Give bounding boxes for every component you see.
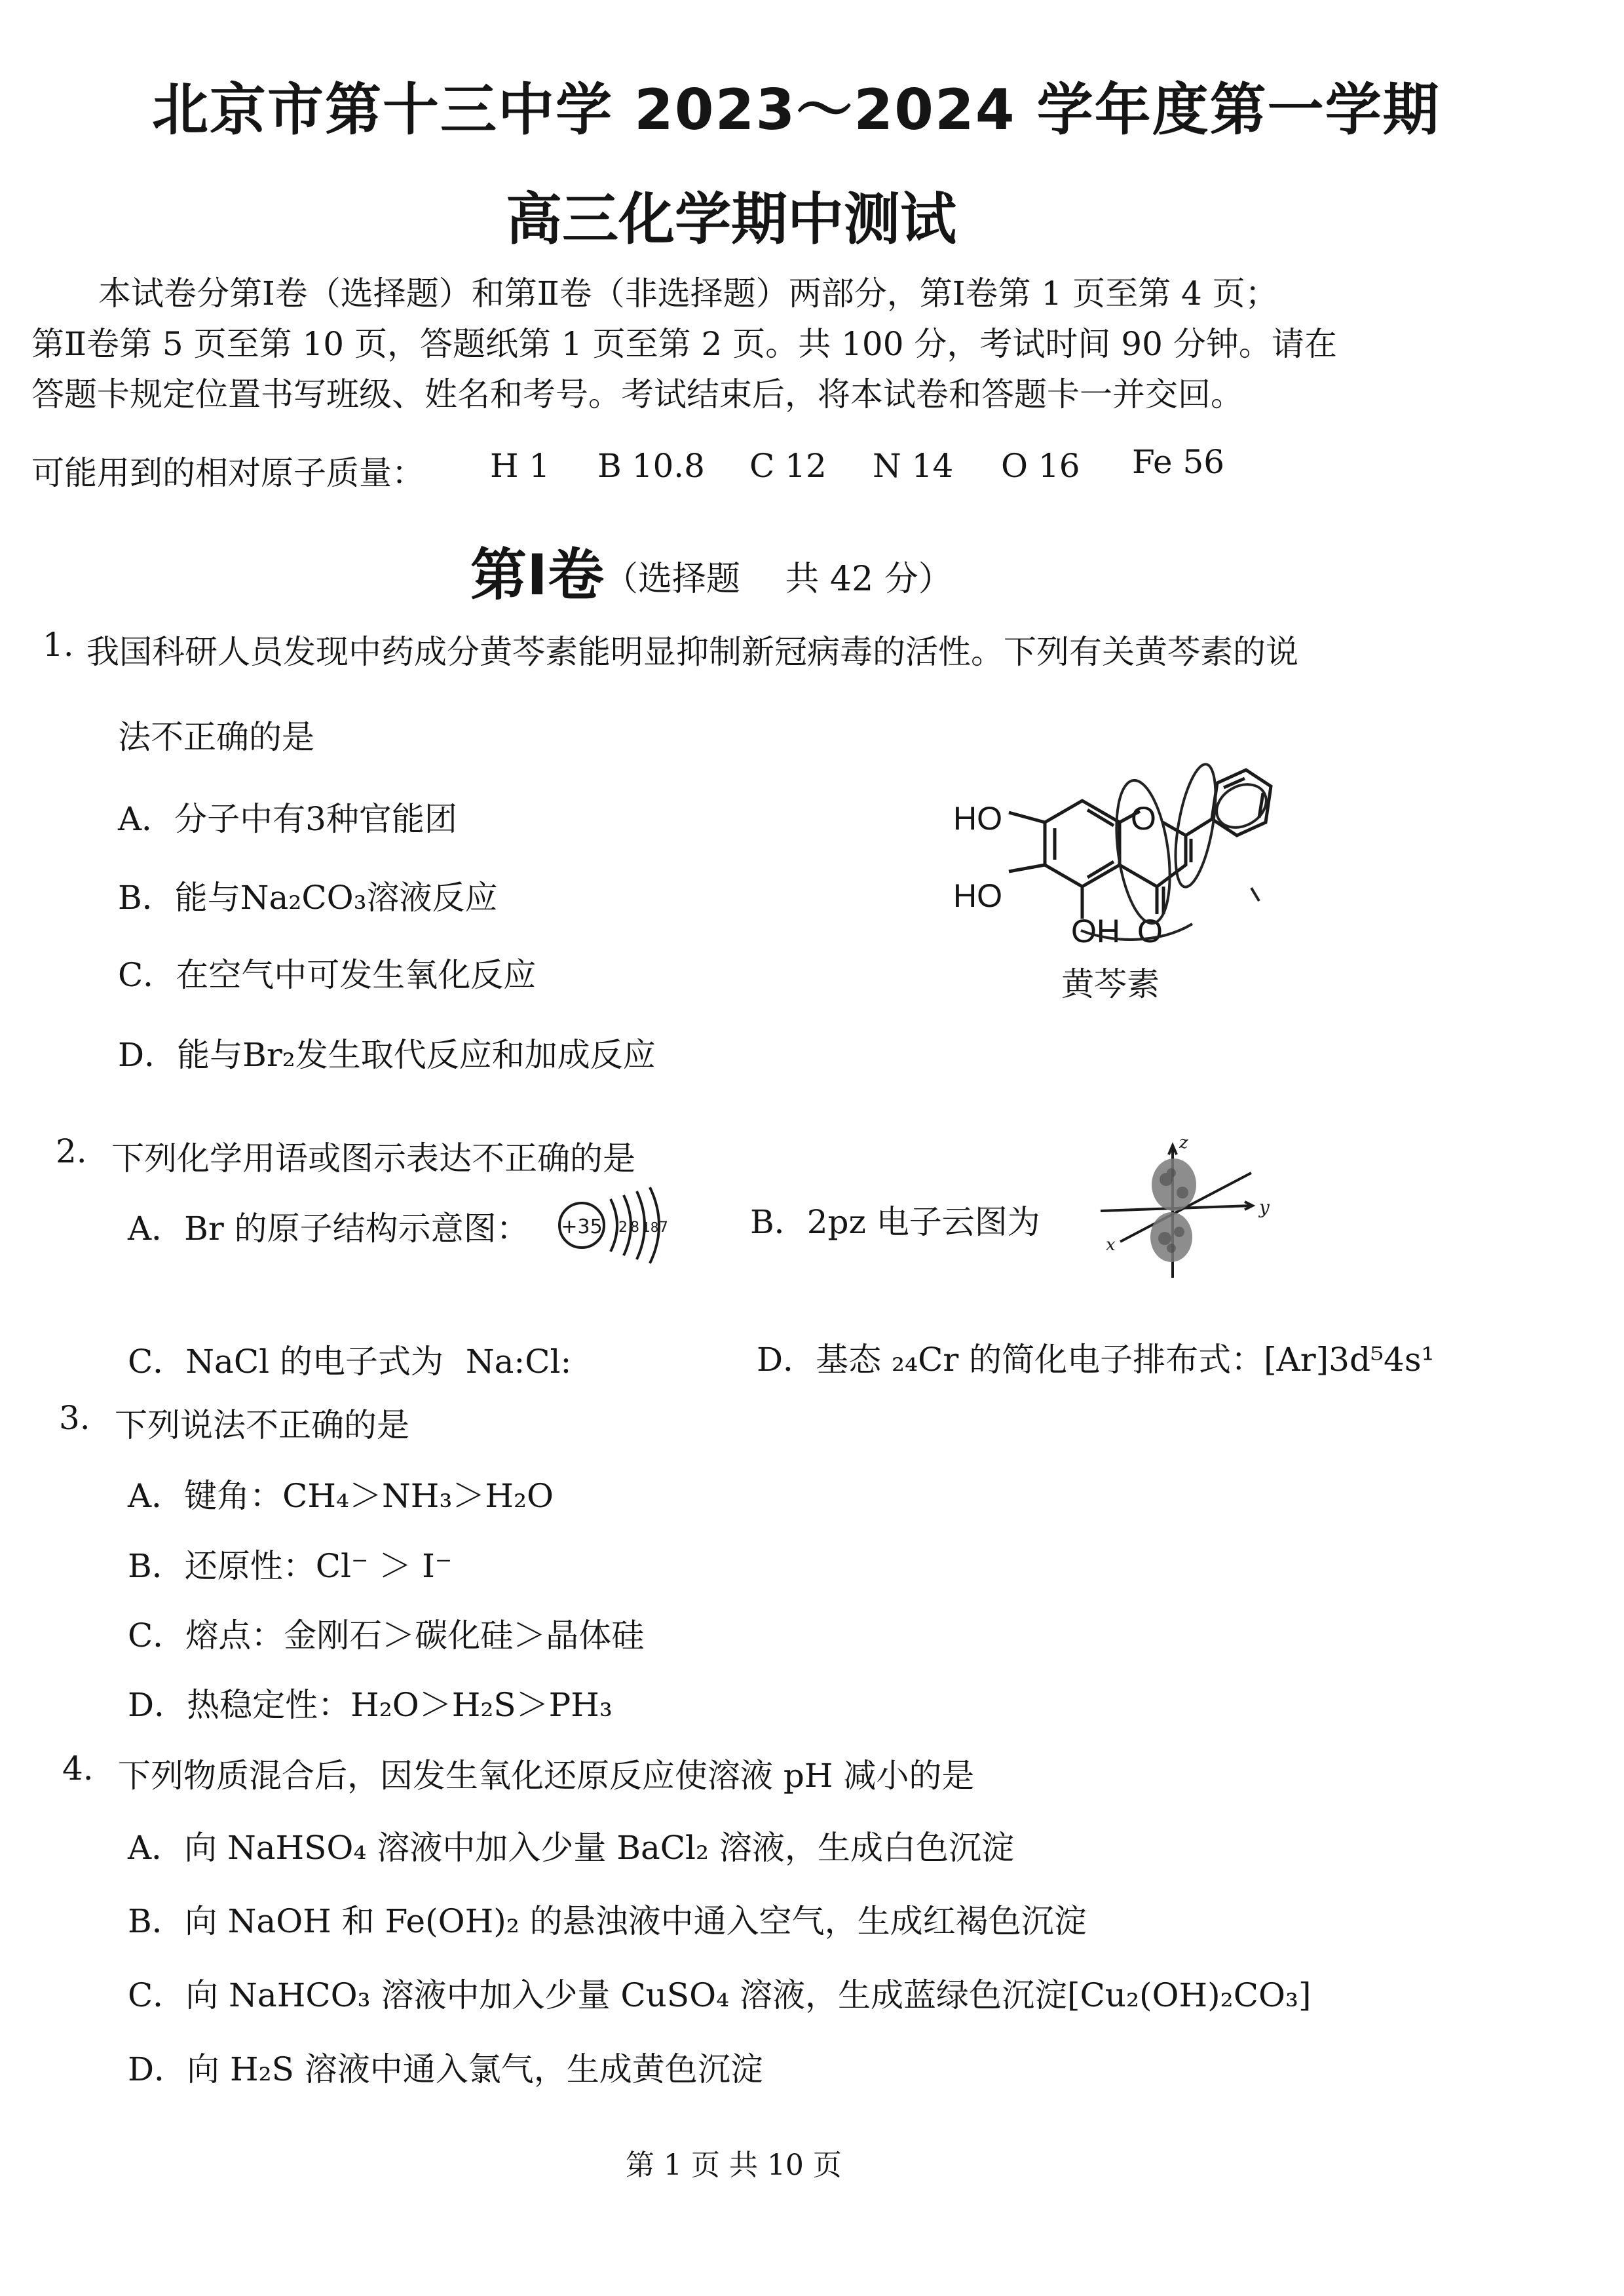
exam-title: 北京市第十三中学 2023～2024 学年度第一学期 (152, 77, 1441, 143)
baicalein-structure (943, 747, 1310, 983)
section-note: （选择题 共 42 分） (604, 560, 953, 599)
option-c: C．熔点：金刚石＞碳化硅＞晶体硅 (128, 1617, 645, 1655)
question-stem: 下列物质混合后，因发生氧化还原反应使溶液 pH 减小的是 (118, 1757, 975, 1795)
atomic-mass-item: Fe 56 (1132, 443, 1225, 481)
option-a: A．键角：CH₄＞NH₃＞H₂O (128, 1477, 554, 1515)
orbital-2pz-figure (1087, 1134, 1277, 1284)
option-a: A．Br 的原子结构示意图： (128, 1210, 529, 1248)
option-a: A．分子中有3种官能团 (118, 800, 457, 838)
atomic-mass-item: C 12 (749, 447, 827, 485)
question-stem-cont: 法不正确的是 (118, 718, 314, 756)
atom-shell-count: 7 (659, 1219, 668, 1236)
option-b: B．能与Na₂CO₃溶液反应 (118, 879, 498, 917)
molecule-label-oh: OH (1071, 913, 1120, 949)
option-c: C．在空气中可发生氧化反应 (118, 956, 537, 994)
atom-structure-diagram (550, 1186, 681, 1284)
option-b: B．还原性：Cl⁻ ＞ I⁻ (128, 1547, 453, 1585)
option-a: A．向 NaHSO₄ 溶液中加入少量 BaCl₂ 溶液，生成白色沉淀 (128, 1829, 1014, 1867)
molecule-label-keto-o: O (1137, 913, 1163, 949)
option-d: D．热稳定性：H₂O＞H₂S＞PH₃ (128, 1686, 613, 1724)
nacl-electron-formula: Na:Cl: (465, 1343, 572, 1381)
intro-line-1: 本试卷分第Ⅰ卷（选择题）和第Ⅱ卷（非选择题）两部分，第Ⅰ卷第 1 页至第 4 页； (98, 275, 1278, 313)
intro-line-2: 第Ⅱ卷第 5 页至第 10 页，答题纸第 1 页至第 2 页。共 100 分，考试时间 90 分钟。请在 (31, 325, 1337, 363)
atomic-mass-item: H 1 (490, 447, 550, 485)
atomic-mass-item: N 14 (873, 447, 954, 485)
atom-shell-count: 18 (642, 1219, 659, 1235)
section-title: 第Ⅰ卷 (470, 543, 604, 608)
question-number: 1. (43, 626, 74, 664)
molecule-label-ring-o: O (1131, 800, 1156, 837)
atom-nucleus-charge: +35 (561, 1215, 603, 1238)
question-stem: 下列化学用语或图示表达不正确的是 (111, 1139, 635, 1177)
intro-line-3: 答题卡规定位置书写班级、姓名和考号。考试结束后，将本试卷和答题卡一并交回。 (31, 375, 1243, 413)
atomic-mass-item: B 10.8 (597, 447, 705, 485)
option-b: B．向 NaOH 和 Fe(OH)₂ 的悬浊液中通入空气，生成红褐色沉淀 (128, 1902, 1087, 1940)
molecule-caption: 黄芩素 (1061, 965, 1160, 1003)
question-number: 3. (59, 1399, 90, 1437)
option-c-text: C．NaCl 的电子式为 (128, 1343, 444, 1381)
exam-subtitle: 高三化学期中测试 (506, 187, 956, 252)
question-number: 4. (62, 1750, 94, 1788)
atom-shell-count: 8 (630, 1219, 639, 1236)
question-number: 2. (56, 1132, 87, 1170)
atomic-masses-label: 可能用到的相对原子质量： (31, 454, 425, 492)
question-stem: 我国科研人员发现中药成分黄芩素能明显抑制新冠病毒的活性。下列有关黄芩素的说 (86, 633, 1298, 671)
page-number-footer: 第 1 页 共 10 页 (626, 2149, 842, 2182)
molecule-label-ho-upper: HO (953, 800, 1002, 837)
molecule-label-ho-lower: HO (953, 877, 1002, 914)
option-d: D．基态 ₂₄Cr 的简化电子排布式：[Ar]3d⁵4s¹ (757, 1341, 1435, 1379)
axis-label-y: y (1259, 1196, 1270, 1218)
option-d: D．能与Br₂发生取代反应和加成反应 (118, 1036, 656, 1074)
atom-shell-count: 2 (618, 1219, 628, 1236)
axis-label-z: z (1179, 1133, 1188, 1153)
atomic-mass-item: O 16 (1001, 447, 1080, 485)
option-c (128, 1335, 571, 1383)
option-d: D．向 H₂S 溶液中通入氯气，生成黄色沉淀 (128, 2050, 763, 2088)
axis-label-x: x (1106, 1235, 1116, 1255)
option-c: C．向 NaHCO₃ 溶液中加入少量 CuSO₄ 溶液，生成蓝绿色沉淀[Cu₂(OH)₂CO₃] (128, 1976, 1312, 2014)
option-b: B．2pz 电子云图为 (750, 1203, 1040, 1241)
question-stem: 下列说法不正确的是 (115, 1406, 409, 1444)
section-heading (470, 529, 953, 611)
